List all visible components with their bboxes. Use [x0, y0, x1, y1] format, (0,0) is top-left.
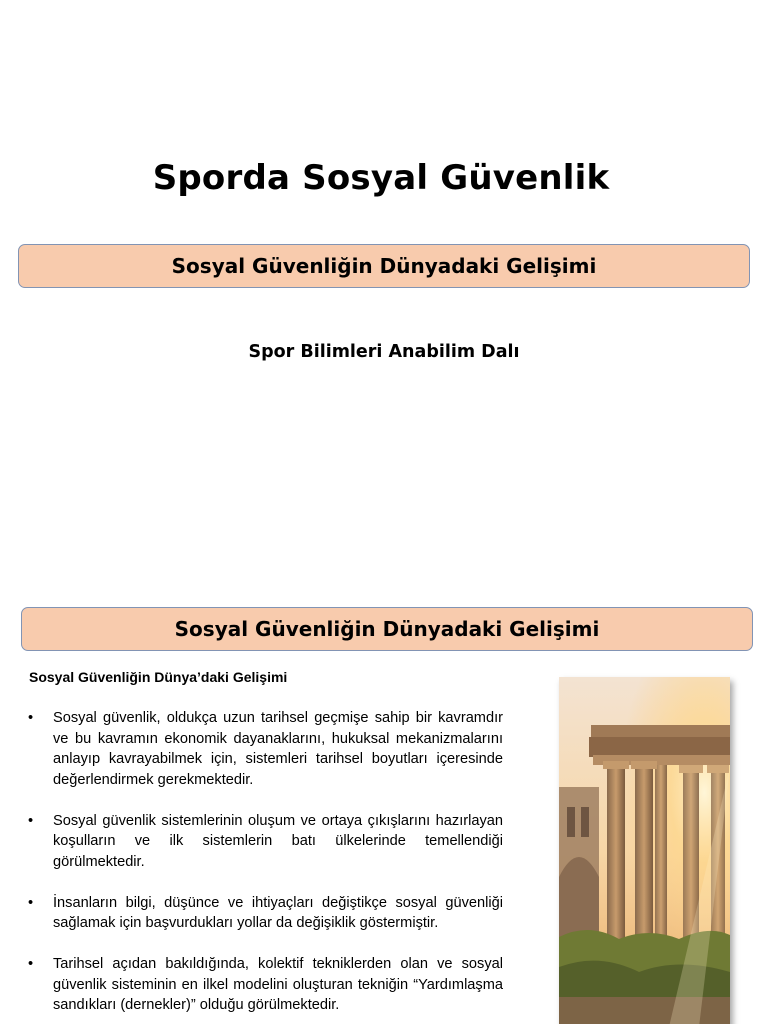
list-item	[28, 708, 503, 790]
department-subtitle: Spor Bilimleri Anabilim Dalı	[248, 342, 520, 362]
content-slide	[0, 598, 768, 1024]
bullet-list	[28, 708, 503, 1024]
section-banner: Sosyal Güvenliğin Dünyadaki Gelişimi	[21, 607, 753, 651]
bullet-text: Tarihsel açıdan bakıldığında, kolektif tekniklerden olan ve sosyal güvenlik sisteminin en ilkel modelini oluşturan tekniğin “Yardımlaşma sandıkları (dernekler)” olduğu görülmektedir.	[53, 956, 503, 1013]
bullet-marker: •	[28, 894, 34, 911]
bullet-marker: •	[28, 956, 34, 972]
bullet-marker: •	[28, 710, 34, 726]
content-heading: Sosyal Güvenliğin Dünya’daki Gelişimi	[29, 669, 288, 685]
list-item	[28, 893, 503, 934]
page-title: Sporda Sosyal Güvenlik	[152, 158, 610, 198]
list-item	[28, 811, 503, 873]
bullet-text: Sosyal güvenlik sistemlerinin oluşum ve ortaya çıkışlarını hazırlayan koşulların ve ilk sistemlerin batı ülkelerinde temellendiği görülmektedir.	[53, 812, 503, 870]
section-banner: Sosyal Güvenliğin Dünyadaki Gelişimi	[18, 244, 750, 288]
bullet-marker: •	[28, 812, 34, 829]
roman-ruins-image	[559, 677, 730, 1024]
bullet-text: Sosyal güvenlik, oldukça uzun tarihsel geçmişe sahip bir kavramdır ve bu kavramın ekonomik dayanaklarını, hukuksal mekanizmalarını anlayıp kavrayabilmek için, sistemleri tarihsel boyutları içeresinde değerlendirmek gerekmektedir.	[53, 710, 503, 788]
bullet-text: İnsanların bilgi, düşünce ve ihtiyaçları değiştikçe sosyal güvenliği sağlamak için başvurdukları yollar da değişiklik göstermiştir.	[53, 894, 503, 931]
list-item	[28, 954, 503, 1016]
